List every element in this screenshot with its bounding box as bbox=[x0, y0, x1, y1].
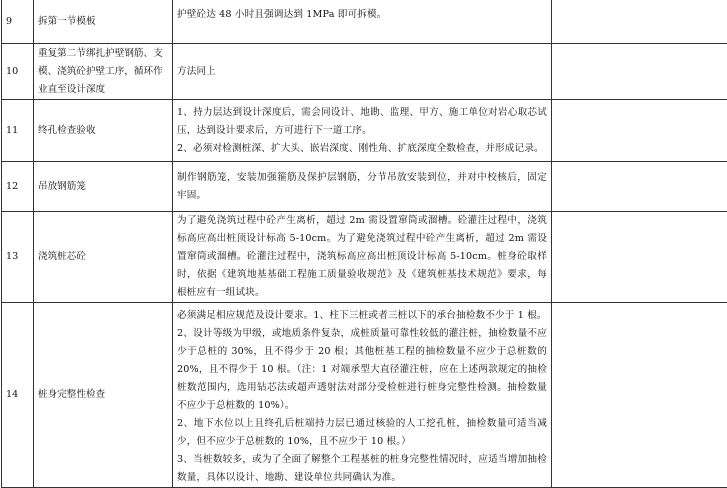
step-description: 必须满足相应规范及设计要求。1、柱下三桩或者三桩以下的承台抽检数不少于 1 根。 2、设计等级为甲级，或地质条件复杂，成桩质量可靠性较低的灌注桩，抽检数量不应少于总桩的 30%，且不得少于 20 根；其他桩基工程的抽检数量不应少于总桩数的 20%，且不得少于 10 根。（注：1 对端承型大直径灌注桩，应在上述两款规定的抽检桩数范围内，选用钻芯法或超声透射法对部分受检桩进行桩身完整性检测。抽检数量不应少于总桩数的 10%）。 2、地下水位以上且终孔后桩端持力层已通过核验的人工挖孔桩，抽检数量可适当减少，但不应少于总桩数的 10%，且不应少于 10 根。） 3、当桩数较多，或为了全面了解整个工程基桩的桩身完整性情况时，应适当增加抽检数量，具体以设计、地勘、建设单位共同确认为准。 bbox=[173, 303, 552, 488]
table-row bbox=[2, 100, 727, 162]
step-description: 制作钢筋笼，安装加强箍筋及保护层钢筋，分节吊放安装到位，并对中校核后，固定牢固。 bbox=[173, 162, 552, 212]
step-name: 拆第一节模板 bbox=[34, 0, 173, 44]
step-description: 护壁砼达 48 小时且强调达到 1MPa 即可拆模。 bbox=[173, 0, 552, 44]
row-number: 13 bbox=[2, 212, 34, 303]
table-row bbox=[2, 44, 727, 100]
table-row bbox=[2, 303, 727, 488]
step-name: 浇筑桩芯砼 bbox=[34, 212, 173, 303]
table-body bbox=[2, 0, 727, 488]
remarks-cell bbox=[552, 303, 727, 488]
step-description: 1、持力层达到设计深度后，需会同设计、地勘、监理、甲方、施工单位对岩心取芯试压，达到设计要求后，方可进行下一道工序。 2、必须对检测桩深、扩大头、嵌岩深度、刚性角、扩底深度全数检查，并形成记录。 bbox=[173, 100, 552, 162]
table-row bbox=[2, 0, 727, 44]
remarks-cell bbox=[552, 212, 727, 303]
step-description: 方法同上 bbox=[173, 44, 552, 100]
table-row bbox=[2, 162, 727, 212]
step-description: 为了避免浇筑过程中砼产生离析，超过 2m 需设置窜筒或溜槽。砼灌注过程中，浇筑标高应高出桩顶设计标高 5-10cm。为了避免浇筑过程中砼产生离析，超过 2m 需设置窜筒或溜槽。砼灌注过程中，浇筑标高应高出桩顶设计标高 5-10cm。桩身砼取样时，依据《建筑地基基础工程施工质量验收规范》及《建筑桩基技术规范》要求，每根桩应有一组试块。 bbox=[173, 212, 552, 303]
remarks-cell bbox=[552, 100, 727, 162]
remarks-cell bbox=[552, 44, 727, 100]
construction-steps-table bbox=[1, 0, 727, 488]
remarks-cell bbox=[552, 162, 727, 212]
row-number: 9 bbox=[2, 0, 34, 44]
step-name: 重复第二节绑扎护壁钢筋、支模、浇筑砼护壁工序，循环作业直至设计深度 bbox=[34, 44, 173, 100]
row-number: 10 bbox=[2, 44, 34, 100]
step-name: 终孔检查验收 bbox=[34, 100, 173, 162]
step-name: 吊放钢筋笼 bbox=[34, 162, 173, 212]
row-number: 14 bbox=[2, 303, 34, 488]
table-row bbox=[2, 212, 727, 303]
remarks-cell bbox=[552, 0, 727, 44]
step-name: 桩身完整性检查 bbox=[34, 303, 173, 488]
row-number: 11 bbox=[2, 100, 34, 162]
row-number: 12 bbox=[2, 162, 34, 212]
